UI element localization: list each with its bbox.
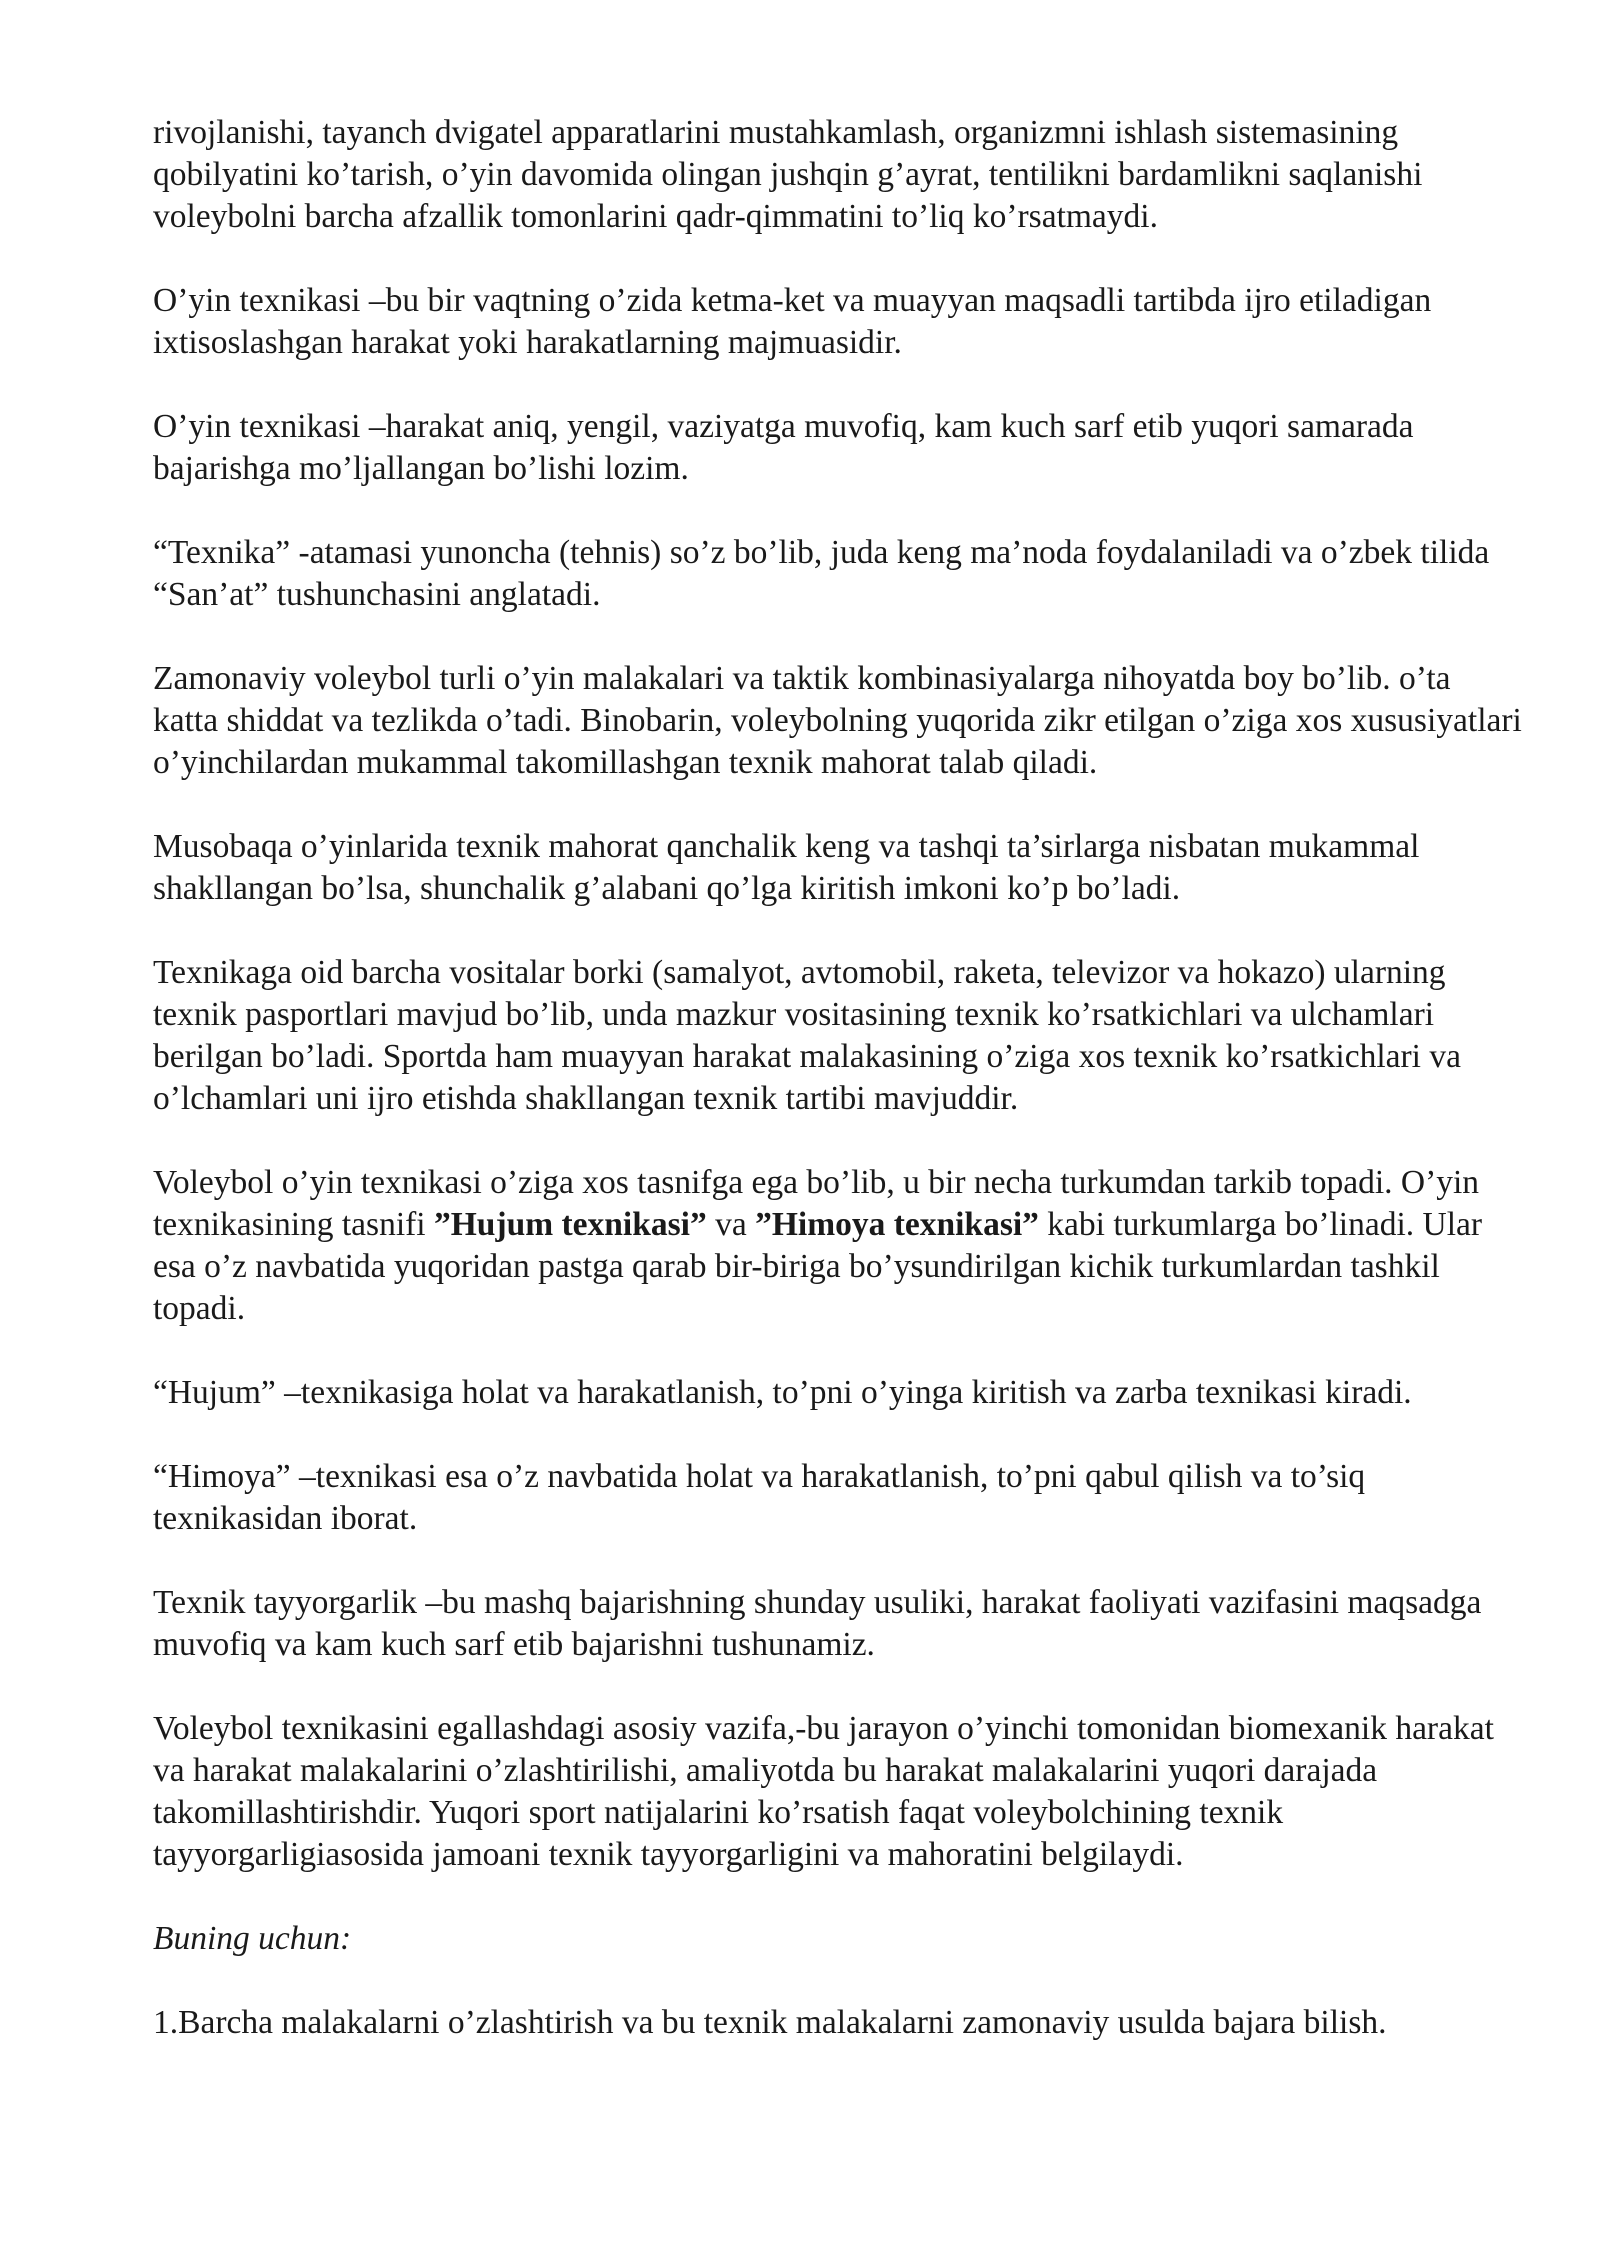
paragraph-5: Zamonaviy voleybol turli o’yin malakalari va taktik kombinasiyalarga nihoyatda boy bo’lib. o’ta katta shiddat va tezlikda o’tadi. Binobarin, voleybolning yuqorida zikr etilgan o’ziga xos xususiyatlari o’yinchilardan mukammal takomillashgan texnik mahorat talab qiladi. [153,660,1522,781]
himoya-texnikasi-bold: ”Himoya texnikasi” [755,1206,1039,1243]
document-body [153,112,1523,2086]
italic-heading: Buning uchun: [153,1920,352,1957]
paragraph-12: Voleybol texnikasini egallashdagi asosiy vazifa,-bu jarayon o’yinchi tomonidan biomexanik harakat va harakat malakalarini o’zlashtirilishi, amaliyotda bu harakat malakalarini yuqori darajada takomillashtirishdir. Yuqori sport natijalarini ko’rsatish faqat voleybolchining texnik tayyorgarligiasosida jamoani texnik tayyorgarligini va mahoratini belgilaydi. [153,1710,1494,1873]
hujum-texnikasi-bold: ”Hujum texnikasi” [434,1206,707,1243]
paragraph-2: O’yin texnikasi –bu bir vaqtning o’zida ketma-ket va muayyan maqsadli tartibda ijro etiladigan ixtisoslashgan harakat yoki harakatlarning majmuasidir. [153,282,1432,361]
paragraph-9: “Hujum” –texnikasiga holat va harakatlanish, to’pni o’yinga kiritish va zarba texnikasi kiradi. [153,1374,1412,1411]
paragraph-11: Texnik tayyorgarlik –bu mashq bajarishning shunday usuliki, harakat faoliyati vazifasini maqsadga muvofiq va kam kuch sarf etib bajarishni tushunamiz. [153,1584,1482,1663]
paragraph-7: Texnikaga oid barcha vositalar borki (samalyot, avtomobil, raketa, televizor va hokazo) ularning texnik pasportlari mavjud bo’lib, unda mazkur vositasining texnik ko’rsatkichlari va ulchamlari berilgan bo’ladi. Sportda ham muayyan harakat malakasining o’ziga xos texnik ko’rsatkichlari va o’lchamlari uni ijro etishda shakllangan texnik tartibi mavjuddir. [153,954,1461,1117]
paragraph-8 [153,1162,1523,1330]
paragraph-8-part-1: Voleybol o’yin texnikasi o’ziga xos tasnifga ega bo’lib, u bir necha turkumdan tarkib topadi. O’yin texnikasining tasnifi [153,1164,1480,1243]
paragraph-8-part-3: kabi turkumlarga bo’linadi. Ular esa o’z navbatida yuqoridan pastga qarab bir-biriga bo’ysundirilgan kichik turkumlardan tashkil topadi. [153,1206,1483,1327]
paragraph-8-part-2: va [706,1206,756,1243]
list-item-1: 1.Barcha malakalarni o’zlashtirish va bu texnik malakalarni zamonaviy usulda bajara bilish. [153,2004,1387,2041]
paragraph-10: “Himoya” –texnikasi esa o’z navbatida holat va harakatlanish, to’pni qabul qilish va to’siq texnikasidan iborat. [153,1458,1366,1537]
paragraph-4: “Texnika” -atamasi yunoncha (tehnis) so’z bo’lib, juda keng ma’noda foydalaniladi va o’zbek tilida “San’at” tushunchasini anglatadi. [153,534,1490,613]
paragraph-3: O’yin texnikasi –harakat aniq, yengil, vaziyatga muvofiq, kam kuch sarf etib yuqori samarada bajarishga mo’ljallangan bo’lishi lozim. [153,408,1414,487]
paragraph-6: Musobaqa o’yinlarida texnik mahorat qanchalik keng va tashqi ta’sirlarga nisbatan mukammal shakllangan bo’lsa, shunchalik g’alabani qo’lga kiritish imkoni ko’p bo’ladi. [153,828,1420,907]
paragraph-1: rivojlanishi, tayanch dvigatel apparatlarini mustahkamlash, organizmni ishlash sistemasining qobilyatini ko’tarish, o’yin davomida olingan jushqin g’ayrat, tentilikni bardamlikni saqlanishi voleybolni barcha afzallik tomonlarini qadr-qimmatini to’liq ko’rsatmaydi. [153,114,1423,235]
